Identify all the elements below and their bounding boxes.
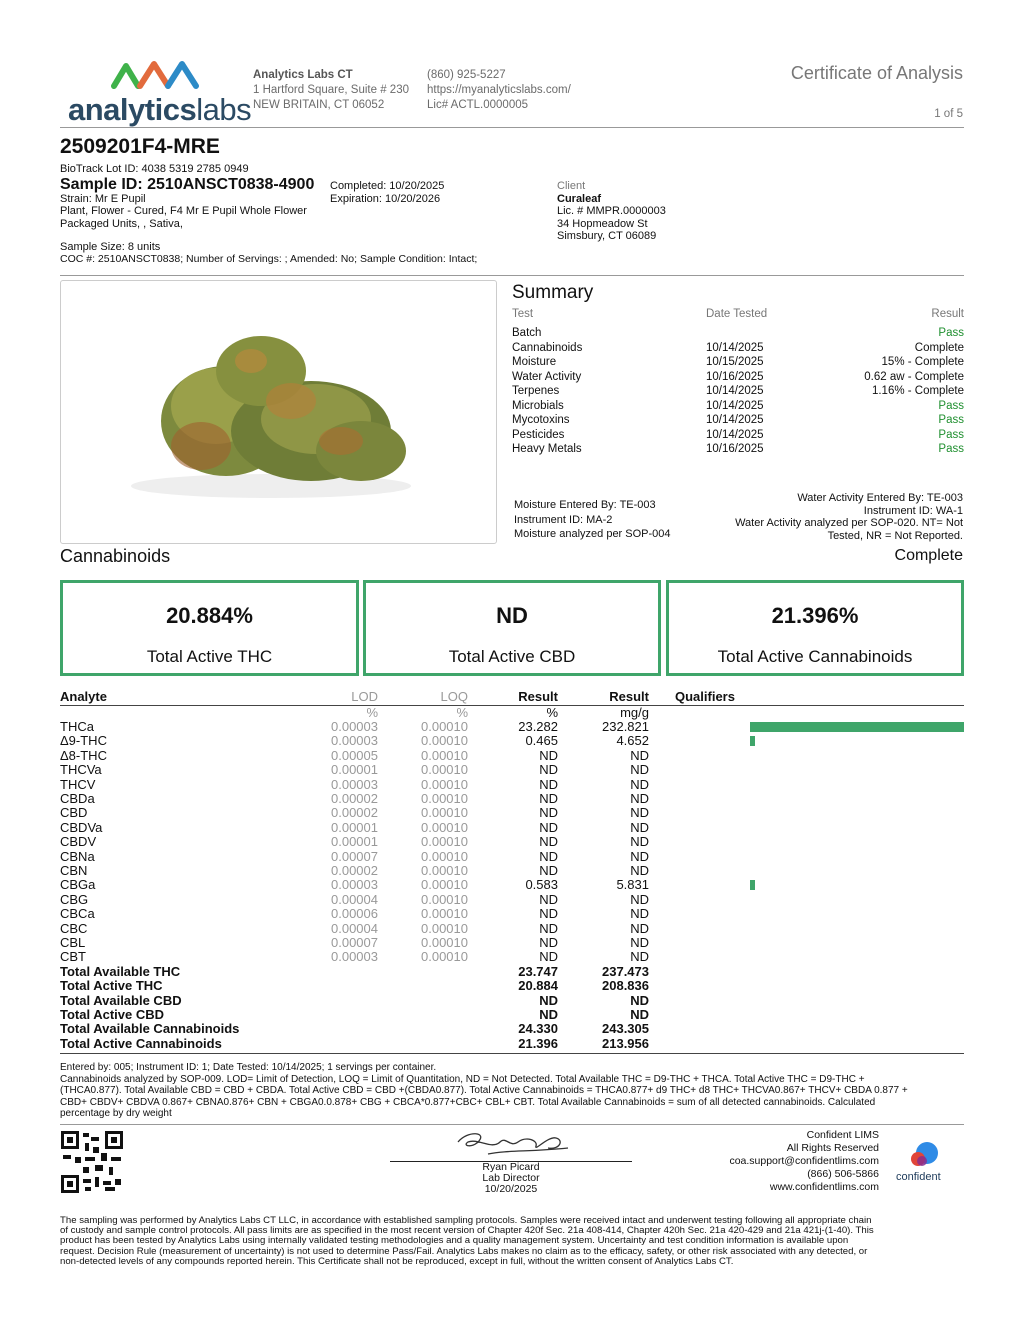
summary-test: Cannabinoids [512, 341, 583, 354]
moisture-note [514, 498, 671, 542]
total-row [60, 965, 964, 979]
col-result-mg: Result [609, 689, 649, 704]
sample-type-line1: Plant, Flower - Cured, F4 Mr E Pupil Whole Flower [60, 205, 307, 217]
lab-website[interactable]: https://myanalyticslabs.com/ [427, 84, 571, 96]
signer-date: 10/20/2025 [484, 1183, 538, 1195]
client-name: Curaleaf [557, 192, 602, 205]
summary-title: Summary [512, 282, 594, 303]
company-logo [68, 58, 252, 128]
total-name: Total Active CBD [60, 1007, 165, 1022]
analyte-lod: 0.00003 [331, 733, 378, 749]
analyte-loq: 0.00010 [421, 733, 468, 749]
analyte-result-mg: 5.831 [616, 877, 649, 893]
analyte-name: Δ8-THC [60, 747, 107, 763]
summary-row [512, 400, 964, 415]
kpi-cannabinoids-label: Total Active Cannabinoids [717, 647, 913, 666]
summary-result: Complete [914, 341, 964, 354]
analyte-result-pct: ND [539, 776, 558, 792]
summary-row [512, 371, 964, 386]
note-line1: Entered by: 005; Instrument ID: 1; Date Tested: 10/14/2025; 1 servings per container. [60, 1062, 437, 1073]
lims-email[interactable]: coa.support@confidentlims.com [729, 1155, 879, 1167]
total-result-mg: 213.956 [602, 1035, 649, 1051]
coc-info: COC #: 2510ANSCT0838; Number of Servings: ; Amended: No; Sample Condition: Intact; [60, 253, 478, 265]
disclaimer-line1: The sampling was performed by Analytics Labs CT LLC, in accordance with established sampling protocols. Samples were received intact and underwent testing following all appropriate chain [60, 1215, 872, 1226]
unit-mg: mg/g [620, 705, 649, 720]
analyte-result-mg: 4.652 [616, 733, 649, 749]
analyte-lod: 0.00001 [331, 762, 378, 778]
total-result-mg: ND [630, 1007, 649, 1022]
analyte-name: CBGa [60, 877, 96, 893]
water-note-line3: Water Activity analyzed per SOP-020. NT= Not [735, 517, 963, 529]
analyte-lod: 0.00006 [331, 906, 378, 922]
analyte-lod: 0.00004 [331, 920, 378, 936]
kpi-total-active-thc [60, 580, 359, 676]
analyte-loq: 0.00010 [421, 863, 468, 878]
analyte-lod: 0.00007 [331, 848, 378, 864]
col-loq: LOQ [440, 689, 468, 704]
analyte-loq: 0.00010 [421, 935, 468, 950]
total-row [60, 979, 964, 993]
analyte-result-pct: 0.583 [525, 877, 558, 893]
summary-row [512, 443, 964, 458]
analyte-loq: 0.00010 [421, 949, 468, 965]
lims-phone: (866) 506-5866 [807, 1168, 879, 1180]
total-result-pct: 23.747 [518, 963, 558, 979]
analyte-lod: 0.00003 [331, 877, 378, 893]
qualifier-bar [750, 880, 755, 890]
col-lod: LOD [351, 689, 378, 704]
analyte-row [60, 835, 964, 849]
confident-logo [894, 1140, 954, 1186]
summary-row [512, 385, 964, 400]
analyte-loq: 0.00010 [421, 891, 468, 907]
analyte-loq: 0.00010 [421, 791, 468, 806]
analyte-row [60, 907, 964, 921]
analyte-name: CBCa [60, 906, 95, 922]
signer-title: Lab Director [482, 1172, 540, 1184]
analyte-lod: 0.00007 [331, 935, 378, 950]
total-row [60, 1008, 964, 1022]
sample-type-line2: Packaged Units, , Sativa, [60, 218, 183, 230]
moisture-note-line3: Moisture analyzed per SOP-004 [514, 528, 671, 540]
analyte-lod: 0.00003 [331, 949, 378, 965]
signer-block [390, 1162, 632, 1195]
analyte-result-pct: ND [539, 863, 558, 878]
moisture-note-line2: Instrument ID: MA-2 [514, 513, 613, 526]
analyte-lod: 0.00004 [331, 891, 378, 907]
analyte-loq: 0.00010 [421, 719, 468, 734]
analyte-result-pct: ND [539, 747, 558, 763]
analyte-result-pct: ND [539, 762, 558, 778]
analyte-result-pct: ND [539, 834, 558, 850]
analyte-result-pct: ND [539, 935, 558, 950]
summary-row [512, 429, 964, 444]
unit-result: % [546, 705, 558, 720]
header-divider [60, 127, 964, 128]
strain: Strain: Mr E Pupil [60, 193, 146, 205]
analyte-result-mg: ND [630, 834, 649, 850]
kpi-cbd-value: ND [496, 603, 528, 628]
signature-image [448, 1128, 578, 1160]
summary-result: 1.16% - Complete [871, 385, 964, 397]
analyte-name: CBDV [60, 834, 97, 850]
summary-result: 0.62 aw - Complete [864, 370, 964, 383]
analyte-row [60, 922, 964, 936]
analyte-row [60, 936, 964, 950]
col-analyte: Analyte [60, 689, 107, 704]
lims-name: Confident LIMS [806, 1129, 879, 1141]
total-name: Total Active THC [60, 978, 163, 994]
signer-name: Ryan Picard [482, 1161, 540, 1173]
analyte-name: CBDa [60, 791, 95, 806]
summary-test: Microbials [512, 399, 564, 412]
analyte-row [60, 806, 964, 820]
completed-date: Completed: 10/20/2025 [330, 180, 445, 192]
col-qualifiers: Qualifiers [675, 689, 735, 704]
document-title: Certificate of Analysis [790, 63, 963, 83]
analyte-result-pct: ND [539, 949, 558, 965]
expiration-date: Expiration: 10/20/2026 [330, 193, 441, 205]
flower-bud-image [61, 281, 497, 544]
footer-divider [60, 1124, 964, 1125]
analyte-row [60, 734, 964, 748]
cannabinoids-status: Complete [894, 547, 963, 564]
analyte-result-mg: ND [630, 891, 649, 907]
analyte-result-pct: 0.465 [525, 733, 558, 749]
analyte-loq: 0.00010 [421, 762, 468, 778]
disclaimer-line4: request. Decision Rule (measurement of uncertainty) is not used to determine Pass/Fail. Analytics Labs makes no claim as to the efficacy, safety, or other risk associated with any detected, or [60, 1245, 868, 1257]
analyte-result-pct: ND [539, 920, 558, 936]
analyte-lod: 0.00005 [331, 747, 378, 763]
total-result-pct: ND [539, 1007, 558, 1022]
summary-date: 10/16/2025 [706, 443, 764, 455]
cannabinoids-title: Cannabinoids [60, 546, 171, 566]
client-address2: Simsbury, CT 06089 [557, 230, 657, 242]
analyte-loq: 0.00010 [421, 834, 468, 850]
analyte-lod: 0.00003 [331, 719, 378, 734]
kpi-total-active-cannabinoids [666, 580, 964, 676]
analyte-loq: 0.00010 [421, 819, 468, 835]
summary-row [512, 356, 964, 371]
logo-text-thin: labs [196, 92, 252, 127]
analyte-row [60, 763, 964, 777]
analyte-result-mg: ND [630, 848, 649, 864]
analyte-loq: 0.00010 [421, 776, 468, 792]
total-result-pct: ND [539, 992, 558, 1008]
analyte-loq: 0.00010 [421, 747, 468, 763]
summary-table [512, 308, 964, 468]
analyte-name: THCV [60, 776, 96, 792]
lab-license: Lic# ACTL.0000005 [427, 99, 529, 111]
analyte-row [60, 778, 964, 792]
summary-test: Batch [512, 327, 542, 339]
total-name: Total Available Cannabinoids [60, 1021, 240, 1037]
analyte-result-mg: ND [630, 747, 649, 763]
summary-test: Moisture [512, 356, 557, 368]
analyte-row [60, 720, 964, 734]
page-number: 1 of 5 [934, 108, 963, 120]
analyte-name: CBD [60, 805, 88, 821]
info-divider [60, 275, 964, 276]
summary-col-test: Test [512, 308, 534, 320]
units-row [60, 706, 964, 720]
note-line2: Cannabinoids analyzed by SOP-009. LOD= Limit of Detection, LOQ = Limit of Quantitation, ND = Not Detected. Total Available THC = D9-THC + THCA. Total Active THC = D9-THC + [60, 1073, 865, 1085]
analyte-name: CBG [60, 891, 89, 907]
analyte-result-pct: ND [539, 805, 558, 821]
analyte-result-mg: ND [630, 791, 649, 806]
analyte-name: CBT [60, 949, 86, 965]
summary-result: Pass [938, 414, 964, 426]
analyte-result-mg: 232.821 [602, 719, 649, 734]
total-result-pct: 24.330 [518, 1021, 558, 1037]
analyte-result-mg: ND [630, 863, 649, 878]
water-note-line2: Instrument ID: WA-1 [863, 504, 963, 517]
analyte-row [60, 893, 964, 907]
batch-id: 2509201F4-MRE [60, 135, 220, 158]
water-note-line1: Water Activity Entered By: TE-003 [797, 492, 963, 504]
analyte-result-pct: ND [539, 848, 558, 864]
total-name: Total Active Cannabinoids [60, 1035, 222, 1051]
analyte-row [60, 821, 964, 835]
analyte-loq: 0.00010 [421, 877, 468, 893]
disclaimer [60, 1216, 964, 1267]
summary-date: 10/15/2025 [706, 356, 764, 368]
client-label: Client [557, 180, 586, 192]
moisture-note-line1: Moisture Entered By: TE-003 [514, 499, 656, 511]
analyte-name: CBC [60, 920, 88, 936]
kpi-cannabinoids-value: 21.396% [771, 603, 859, 628]
qualifier-bar [750, 736, 755, 746]
confident-logo-text: confident [896, 1171, 941, 1183]
client-address1: 34 Hopmeadow St [557, 217, 648, 230]
total-result-mg: 208.836 [602, 978, 649, 994]
confident-logo-icon [904, 1140, 944, 1170]
summary-col-result: Result [931, 308, 964, 320]
summary-date: 10/14/2025 [706, 428, 764, 441]
analyte-name: CBN [60, 863, 88, 878]
total-result-mg: ND [630, 992, 649, 1008]
summary-date: 10/14/2025 [706, 341, 764, 354]
summary-row [512, 414, 964, 429]
analyte-result-pct: ND [539, 791, 558, 806]
analyte-result-mg: ND [630, 949, 649, 965]
disclaimer-line2: of custody and sample control protocols. All pass limits are as specified in the most recent version of Chapter 420f Sec. 21a 408-414, Chapter 420h Sec. 21a 420-429 and 21a 421j-(1-40). This [60, 1225, 874, 1237]
biotrack-lot-id: BioTrack Lot ID: 4038 5319 2785 0949 [60, 163, 249, 175]
lab-address-line1: 1 Hartford Square, Suite # 230 [253, 84, 409, 96]
total-result-mg: 243.305 [602, 1021, 649, 1037]
lab-phone: (860) 925-5227 [427, 69, 506, 81]
summary-header-row [512, 308, 964, 323]
cannabinoid-notes [60, 1062, 964, 1120]
total-row [60, 994, 964, 1008]
sample-id: Sample ID: 2510ANSCT0838-4900 [60, 176, 315, 193]
analyte-lod: 0.00003 [331, 776, 378, 792]
analyte-loq: 0.00010 [421, 906, 468, 922]
analyte-row [60, 864, 964, 878]
analyte-row [60, 792, 964, 806]
note-line3: (THCA0.877). Total Available CBD = CBD + CBDA. Total Active CBD = CBD +(CBDA0.877). Total Active Cannabinoids = THCA0.877+ d9 THC+ d8 THC+ THCVA0.867+ THCV+ CBDA 0.877 + [60, 1085, 908, 1096]
kpi-thc-label: Total Active THC [146, 647, 273, 666]
kpi-total-active-cbd [363, 580, 661, 676]
summary-date: 10/16/2025 [706, 370, 764, 383]
unit-lod: % [366, 705, 378, 720]
lims-info [729, 1129, 879, 1194]
disclaimer-line5: non-detected levels of any compounds reported herein. This Certificate shall not be reproduced, except in full, without the written consent of Analytics Labs CT. [60, 1255, 734, 1267]
summary-date: 10/14/2025 [706, 385, 764, 397]
analyte-result-mg: ND [630, 935, 649, 950]
summary-test: Water Activity [512, 370, 582, 383]
summary-test: Mycotoxins [512, 414, 570, 426]
summary-result: Pass [938, 399, 964, 412]
total-result-mg: 237.473 [602, 963, 649, 979]
analyte-name: Δ9-THC [60, 733, 107, 749]
total-result-pct: 20.884 [518, 978, 558, 994]
lims-rights: All Rights Reserved [786, 1142, 879, 1154]
analyte-result-mg: ND [630, 776, 649, 792]
note-line4: CBD+ CBDV+ CBDVA 0.867+ CBNA0.876+ CBN + CBGA0.0.878+ CBG + CBCA*0.877+CBC+ CBL+ CBT. Total Available Cannabinoids = sum of all detected cannabinoids. Calculated [60, 1096, 876, 1108]
analyte-name: CBL [60, 935, 86, 950]
analyte-result-pct: ND [539, 819, 558, 835]
col-result-pct: Result [518, 689, 558, 704]
summary-result: 15% - Complete [881, 356, 964, 368]
analyte-result-mg: ND [630, 805, 649, 821]
analyte-result-mg: ND [630, 819, 649, 835]
total-name: Total Available CBD [60, 992, 182, 1008]
analyte-name: CBDVa [60, 819, 103, 835]
summary-row [512, 327, 964, 342]
total-result-pct: 21.396 [518, 1035, 558, 1051]
analyte-result-pct: 23.282 [518, 719, 558, 734]
analyte-loq: 0.00010 [421, 805, 468, 821]
analyte-lod: 0.00001 [331, 819, 378, 835]
summary-result: Pass [938, 443, 964, 455]
note-line5: percentage by dry weight [60, 1108, 172, 1119]
analyte-row [60, 850, 964, 864]
table-bottom-divider [60, 1053, 964, 1054]
logo-text-bold: analytics [68, 92, 197, 127]
qualifier-bar [750, 722, 964, 732]
analyte-name: THCVa [60, 762, 102, 778]
analyte-result-pct: ND [539, 906, 558, 922]
total-row [60, 1022, 964, 1036]
analyte-lod: 0.00002 [331, 805, 378, 821]
summary-test: Terpenes [512, 385, 560, 397]
analyte-row [60, 749, 964, 763]
analyte-result-mg: ND [630, 762, 649, 778]
analyte-row [60, 950, 964, 964]
summary-result: Pass [938, 428, 964, 441]
analyte-row [60, 878, 964, 892]
sample-size: Sample Size: 8 units [60, 241, 161, 253]
lab-address-line2: NEW BRITAIN, CT 06052 [253, 99, 385, 111]
analyte-loq: 0.00010 [421, 920, 468, 936]
analyte-lod: 0.00001 [331, 834, 378, 850]
analyte-result-pct: ND [539, 891, 558, 907]
lims-website[interactable]: www.confidentlims.com [769, 1181, 879, 1193]
water-note-line4: Tested, NR = Not Reported. [827, 529, 963, 542]
water-activity-note [735, 492, 963, 542]
summary-result: Pass [938, 327, 964, 339]
summary-col-date: Date Tested [706, 308, 768, 320]
summary-date: 10/14/2025 [706, 414, 764, 426]
disclaimer-line3: product has been tested by Analytics Labs using internally validated testing methodologies and a quality management system. Uncertainty and test condition information is available upon [60, 1235, 849, 1247]
analyte-name: CBNa [60, 848, 95, 864]
analyte-result-mg: ND [630, 906, 649, 922]
analyte-lod: 0.00002 [331, 863, 378, 878]
summary-date: 10/14/2025 [706, 399, 764, 412]
analyte-name: THCa [60, 719, 94, 734]
kpi-thc-value: 20.884% [166, 603, 253, 628]
lab-name: Analytics Labs CT [253, 69, 353, 81]
sample-photo [60, 280, 497, 544]
qr-code[interactable] [61, 1131, 123, 1193]
kpi-cbd-label: Total Active CBD [448, 647, 576, 666]
summary-test: Heavy Metals [512, 443, 582, 455]
unit-loq: % [456, 705, 468, 720]
summary-test: Pesticides [512, 428, 565, 441]
analyte-loq: 0.00010 [421, 848, 468, 864]
total-row [60, 1037, 964, 1051]
client-license: Lic. # MMPR.0000003 [557, 205, 666, 217]
summary-row [512, 342, 964, 357]
total-name: Total Available THC [60, 963, 181, 979]
analyte-lod: 0.00002 [331, 791, 378, 806]
mountain-peaks-logo-icon [110, 58, 200, 90]
analyte-result-mg: ND [630, 920, 649, 936]
